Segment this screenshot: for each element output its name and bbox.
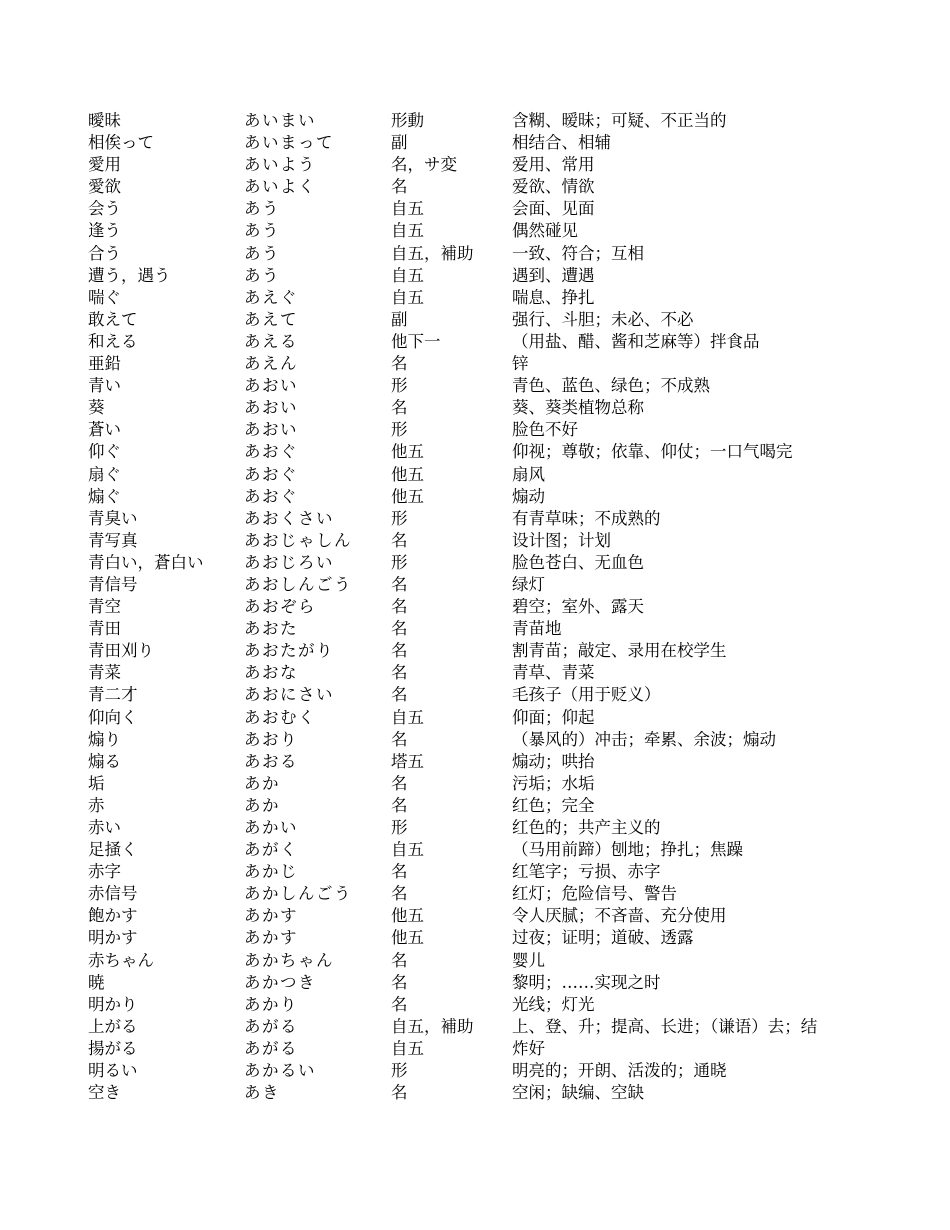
kana-reading: あおり	[244, 729, 298, 749]
headword: 青信号	[88, 574, 138, 594]
kana-reading: あおじゃしん	[244, 530, 352, 550]
vocab-row	[88, 265, 888, 287]
chinese-meaning: 污垢；水垢	[512, 773, 595, 793]
vocabulary-table	[88, 110, 888, 1104]
vocab-row	[88, 154, 888, 176]
chinese-meaning: 明亮的；开朗、活泼的；通晓	[512, 1061, 727, 1081]
vocab-row	[88, 441, 888, 463]
kana-reading: あおしんごう	[244, 574, 352, 594]
vocab-row	[88, 839, 888, 861]
kana-reading: あいよう	[244, 155, 316, 175]
kana-reading: あえて	[244, 309, 298, 329]
headword: 足掻く	[88, 840, 138, 860]
headword: 上がる	[88, 1016, 138, 1036]
chinese-meaning: 碧空；室外、露天	[512, 597, 644, 617]
part-of-speech: 名	[391, 597, 408, 617]
chinese-meaning: 设计图；计划	[512, 530, 611, 550]
kana-reading: あおむく	[244, 707, 316, 727]
chinese-meaning: 喘息、挣扎	[512, 287, 595, 307]
kana-reading: あおい	[244, 398, 298, 418]
chinese-meaning: 扇风	[512, 464, 545, 484]
kana-reading: あおじろい	[244, 552, 334, 572]
chinese-meaning: （暴风的）冲击；牵累、余波；煽动	[512, 729, 776, 749]
part-of-speech: 形	[391, 420, 408, 440]
chinese-meaning: 有青草味；不成熟的	[512, 508, 661, 528]
vocab-row	[88, 950, 888, 972]
part-of-speech: 副	[391, 133, 408, 153]
headword: 愛欲	[88, 177, 121, 197]
vocab-row	[88, 618, 888, 640]
headword: 赤	[88, 795, 105, 815]
part-of-speech: 形	[391, 1061, 408, 1081]
kana-reading: あえる	[244, 331, 298, 351]
vocab-row	[88, 861, 888, 883]
vocab-row	[88, 994, 888, 1016]
part-of-speech: 名，サ変	[391, 155, 457, 175]
headword: 明るい	[88, 1061, 138, 1081]
kana-reading: あがる	[244, 1038, 298, 1058]
vocab-row	[88, 220, 888, 242]
vocab-row	[88, 1038, 888, 1060]
part-of-speech: 自五	[391, 199, 424, 219]
kana-reading: あう	[244, 265, 280, 285]
kana-reading: あがる	[244, 1016, 298, 1036]
chinese-meaning: 炸好	[512, 1038, 545, 1058]
chinese-meaning: 黎明；……实现之时	[512, 972, 661, 992]
headword: 蒼い	[88, 420, 121, 440]
kana-reading: あかつき	[244, 972, 316, 992]
vocab-row	[88, 773, 888, 795]
headword: 揚がる	[88, 1038, 138, 1058]
part-of-speech: 形	[391, 508, 408, 528]
kana-reading: あおる	[244, 751, 298, 771]
chinese-meaning: （马用前蹄）刨地；挣扎；焦躁	[512, 840, 743, 860]
vocab-row	[88, 883, 888, 905]
vocab-row	[88, 729, 888, 751]
vocab-row	[88, 817, 888, 839]
part-of-speech: 自五	[391, 840, 424, 860]
part-of-speech: 他五	[391, 906, 424, 926]
vocab-row	[88, 110, 888, 132]
chinese-meaning: 葵、葵类植物总称	[512, 398, 644, 418]
chinese-meaning: 煽动；哄抬	[512, 751, 595, 771]
part-of-speech: 名	[391, 663, 408, 683]
kana-reading: あかす	[244, 928, 298, 948]
chinese-meaning: 青草、青菜	[512, 663, 595, 683]
chinese-meaning: 爱欲、情欲	[512, 177, 595, 197]
chinese-meaning: 仰视；尊敬；依靠、仰仗；一口气喝完	[512, 442, 793, 462]
chinese-meaning: 绿灯	[512, 574, 545, 594]
vocab-row	[88, 132, 888, 154]
kana-reading: あかり	[244, 994, 298, 1014]
part-of-speech: 名	[391, 729, 408, 749]
kana-reading: あえぐ	[244, 287, 298, 307]
chinese-meaning: 毛孩子（用于贬义）	[512, 685, 661, 705]
chinese-meaning: 脸色不好	[512, 420, 578, 440]
kana-reading: あおぞら	[244, 597, 316, 617]
vocab-row	[88, 552, 888, 574]
part-of-speech: 自五	[391, 1038, 424, 1058]
part-of-speech: 自五，補助	[391, 1016, 474, 1036]
part-of-speech: 塔五	[391, 751, 424, 771]
headword: 煽り	[88, 729, 121, 749]
headword: 赤ちゃん	[88, 950, 154, 970]
kana-reading: あおぐ	[244, 464, 298, 484]
headword: 喘ぐ	[88, 287, 121, 307]
headword: 敢えて	[88, 309, 138, 329]
kana-reading: あう	[244, 243, 280, 263]
headword: 青写真	[88, 530, 138, 550]
headword: 曖昧	[88, 111, 121, 130]
chinese-meaning: 令人厌腻；不吝啬、充分使用	[512, 906, 727, 926]
vocab-row	[88, 243, 888, 265]
chinese-meaning: 过夜；证明；道破、透露	[512, 928, 694, 948]
headword: 赤信号	[88, 884, 138, 904]
part-of-speech: 他五	[391, 442, 424, 462]
headword: 青菜	[88, 663, 121, 683]
vocab-row	[88, 1060, 888, 1082]
kana-reading: あおた	[244, 619, 298, 639]
part-of-speech: 自五	[391, 287, 424, 307]
chinese-meaning: 红笔字；亏损、赤字	[512, 862, 661, 882]
vocab-row	[88, 707, 888, 729]
headword: 仰ぐ	[88, 442, 121, 462]
headword: 青臭い	[88, 508, 138, 528]
kana-reading: あかす	[244, 906, 298, 926]
part-of-speech: 名	[391, 862, 408, 882]
chinese-meaning: 锌	[512, 354, 529, 374]
headword: 明かり	[88, 994, 138, 1014]
part-of-speech: 名	[391, 972, 408, 992]
kana-reading: あおい	[244, 420, 298, 440]
headword: 会う	[88, 199, 121, 219]
kana-reading: あかしんごう	[244, 884, 352, 904]
headword: 合う	[88, 243, 121, 263]
chinese-meaning: 红色；完全	[512, 795, 595, 815]
headword: 赤い	[88, 818, 121, 837]
kana-reading: あおい	[244, 376, 298, 396]
vocab-row	[88, 375, 888, 397]
chinese-meaning: 爱用、常用	[512, 155, 595, 175]
part-of-speech: 名	[391, 994, 408, 1014]
chinese-meaning: 会面、见面	[512, 199, 595, 219]
chinese-meaning: 上、登、升；提高、长进；（谦语）去；结	[512, 1016, 818, 1036]
part-of-speech: 自五	[391, 707, 424, 727]
part-of-speech: 名	[391, 530, 408, 550]
vocab-row	[88, 353, 888, 375]
part-of-speech: 形	[391, 376, 408, 396]
kana-reading: あおな	[244, 663, 298, 683]
vocab-row	[88, 662, 888, 684]
chinese-meaning: 煽动	[512, 486, 545, 506]
headword: 青い	[88, 376, 121, 396]
part-of-speech: 名	[391, 619, 408, 639]
headword: 青白い，蒼白い	[88, 552, 204, 572]
chinese-meaning: 含糊、暧昧；可疑、不正当的	[512, 111, 727, 130]
vocab-row	[88, 508, 888, 530]
kana-reading: あおぐ	[244, 486, 298, 506]
vocab-row	[88, 1016, 888, 1038]
vocab-row	[88, 640, 888, 662]
headword: 仰向く	[88, 707, 138, 727]
vocab-row	[88, 464, 888, 486]
headword: 扇ぐ	[88, 464, 121, 484]
chinese-meaning: 遇到、遭遇	[512, 265, 595, 285]
chinese-meaning: 仰面；仰起	[512, 707, 595, 727]
kana-reading: あき	[244, 1083, 280, 1103]
headword: 垢	[88, 773, 105, 793]
part-of-speech: 名	[391, 884, 408, 904]
kana-reading: あいよく	[244, 177, 316, 197]
vocab-row	[88, 198, 888, 220]
part-of-speech: 自五	[391, 265, 424, 285]
part-of-speech: 名	[391, 398, 408, 418]
part-of-speech: 他五	[391, 486, 424, 506]
vocab-row	[88, 419, 888, 441]
chinese-meaning: 青色、蓝色、绿色；不成熟	[512, 376, 710, 396]
chinese-meaning: 空闲；缺编、空缺	[512, 1083, 644, 1103]
headword: 煽ぐ	[88, 486, 121, 506]
vocab-row	[88, 1082, 888, 1104]
vocab-row	[88, 176, 888, 198]
part-of-speech: 名	[391, 641, 408, 661]
chinese-meaning: 婴儿	[512, 950, 545, 970]
kana-reading: あかちゃん	[244, 950, 334, 970]
chinese-meaning: 青苗地	[512, 619, 562, 639]
part-of-speech: 他五	[391, 464, 424, 484]
part-of-speech: 自五	[391, 221, 424, 241]
part-of-speech: 形	[391, 552, 408, 572]
headword: 青二才	[88, 685, 138, 705]
part-of-speech: 形	[391, 818, 408, 837]
vocab-row	[88, 309, 888, 331]
kana-reading: あおにさい	[244, 685, 334, 705]
headword: 相俟って	[88, 133, 154, 153]
chinese-meaning: 相结合、相辅	[512, 133, 611, 153]
chinese-meaning: 光线；灯光	[512, 994, 595, 1014]
headword: 遭う，遇う	[88, 265, 171, 285]
part-of-speech: 名	[391, 795, 408, 815]
vocab-row	[88, 751, 888, 773]
vocab-row	[88, 972, 888, 994]
chinese-meaning: 红色的；共产主义的	[512, 818, 661, 837]
headword: 煽る	[88, 751, 121, 771]
part-of-speech: 自五，補助	[391, 243, 474, 263]
headword: 赤字	[88, 862, 121, 882]
headword: 逢う	[88, 221, 121, 241]
kana-reading: あおくさい	[244, 508, 334, 528]
kana-reading: あおぐ	[244, 442, 298, 462]
headword: 明かす	[88, 928, 138, 948]
vocab-row	[88, 905, 888, 927]
vocab-row	[88, 530, 888, 552]
headword: 亜鉛	[88, 354, 121, 374]
vocab-row	[88, 795, 888, 817]
headword: 愛用	[88, 155, 121, 175]
part-of-speech: 他下一	[391, 331, 441, 351]
kana-reading: あおたがり	[244, 641, 334, 661]
vocab-row	[88, 331, 888, 353]
chinese-meaning: 强行、斗胆；未必、不必	[512, 309, 694, 329]
chinese-meaning: 红灯；危险信号、警告	[512, 884, 677, 904]
kana-reading: あか	[244, 795, 280, 815]
headword: 暁	[88, 972, 105, 992]
part-of-speech: 名	[391, 950, 408, 970]
kana-reading: あえん	[244, 354, 298, 374]
headword: 飽かす	[88, 906, 138, 926]
part-of-speech: 形動	[391, 111, 424, 130]
headword: 空き	[88, 1083, 121, 1103]
headword: 葵	[88, 398, 105, 418]
kana-reading: あかじ	[244, 862, 298, 882]
part-of-speech: 副	[391, 309, 408, 329]
vocab-row	[88, 927, 888, 949]
vocab-row	[88, 287, 888, 309]
chinese-meaning: 脸色苍白、无血色	[512, 552, 644, 572]
kana-reading: あかるい	[244, 1061, 316, 1081]
part-of-speech: 名	[391, 1083, 408, 1103]
vocab-row	[88, 684, 888, 706]
chinese-meaning: （用盐、醋、酱和芝麻等）拌食品	[512, 331, 760, 351]
kana-reading: あう	[244, 221, 280, 241]
headword: 青空	[88, 597, 121, 617]
headword: 青田	[88, 619, 121, 639]
kana-reading: あかい	[244, 818, 298, 837]
headword: 和える	[88, 331, 138, 351]
part-of-speech: 他五	[391, 928, 424, 948]
kana-reading: あいまって	[244, 133, 334, 153]
part-of-speech: 名	[391, 773, 408, 793]
part-of-speech: 名	[391, 685, 408, 705]
vocab-row	[88, 574, 888, 596]
headword: 青田刈り	[88, 641, 154, 661]
part-of-speech: 名	[391, 177, 408, 197]
vocab-row	[88, 486, 888, 508]
part-of-speech: 名	[391, 354, 408, 374]
chinese-meaning: 一致、符合；互相	[512, 243, 644, 263]
vocab-row	[88, 397, 888, 419]
vocab-row	[88, 596, 888, 618]
chinese-meaning: 偶然碰见	[512, 221, 578, 241]
kana-reading: あがく	[244, 840, 298, 860]
kana-reading: あか	[244, 773, 280, 793]
kana-reading: あう	[244, 199, 280, 219]
part-of-speech: 名	[391, 574, 408, 594]
kana-reading: あいまい	[244, 111, 316, 130]
chinese-meaning: 割青苗；敲定、录用在校学生	[512, 641, 727, 661]
